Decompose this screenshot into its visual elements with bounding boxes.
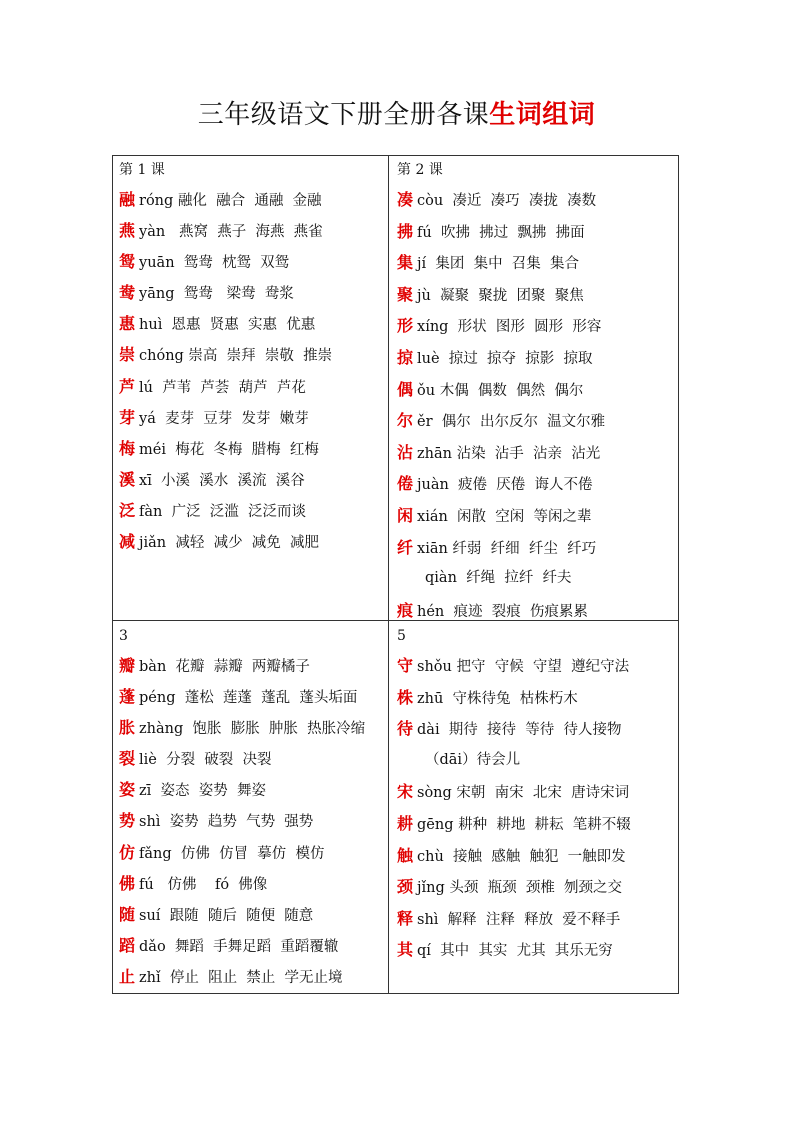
vocab-row (119, 899, 365, 930)
vocab-row (119, 464, 332, 495)
vocab-row (397, 776, 631, 808)
vocab-character: 胀 (119, 718, 136, 738)
vocab-character: 闲 (397, 505, 414, 525)
vocab-character: 宋 (397, 782, 414, 802)
vocab-character: 泛 (119, 500, 136, 520)
vocab-words: qiàn 纤绳 拉纤 纤夫 (425, 570, 572, 587)
vocab-words: xī 小溪 溪水 溪流 溪谷 (139, 472, 305, 489)
vocab-row (397, 595, 605, 627)
vocab-character: 守 (397, 656, 414, 675)
vocab-character: 鸳 (119, 252, 136, 272)
lesson-cell-1 (119, 159, 332, 557)
vocab-character: 释 (397, 908, 414, 928)
vocab-words: chóng 崇高 崇拜 崇敬 推崇 (139, 348, 333, 365)
vocab-character: 沾 (397, 442, 414, 462)
vocab-row (119, 868, 365, 899)
vocab-row (119, 743, 365, 774)
table-divider-vertical (388, 156, 389, 993)
vocab-character: 集 (397, 253, 414, 273)
vocab-row (119, 371, 332, 402)
vocab-words: sòng 宋朝 南宋 北宋 唐诗宋词 (417, 785, 630, 802)
vocab-row (397, 713, 631, 745)
vocab-words: shì 解释 注释 释放 爱不释手 (417, 911, 621, 928)
vocab-words: gēng 耕种 耕地 耕耘 笔耕不辍 (417, 816, 631, 833)
vocab-row (119, 961, 365, 992)
vocab-character: 瓣 (119, 656, 136, 675)
vocab-character: 梅 (119, 438, 136, 458)
lesson-cell-3 (119, 625, 365, 992)
vocab-words: huì 恩惠 贤惠 实惠 优惠 (139, 317, 316, 334)
vocab-words: dài 期待 接待 等待 待人接物 (417, 722, 622, 739)
lesson-cell-5 (397, 625, 631, 966)
vocab-row (119, 805, 365, 836)
vocab-words: zī 姿态 姿势 舞姿 (139, 783, 266, 800)
vocab-words: dǎo 舞蹈 手舞足蹈 重蹈覆辙 (139, 938, 339, 955)
vocab-character: 裂 (119, 749, 136, 769)
vocab-character: 蓬 (119, 687, 136, 707)
vocab-character: 姿 (119, 780, 136, 800)
vocab-words: zhān 沾染 沾手 沾亲 沾光 (417, 445, 601, 462)
vocab-words: xián 闲散 空闲 等闲之辈 (417, 508, 592, 525)
vocab-character: 形 (397, 316, 414, 336)
vocab-character: 减 (119, 532, 136, 552)
vocab-row (397, 500, 605, 532)
vocab-row (397, 374, 605, 406)
vocab-words: yá 麦芽 豆芽 发芽 嫩芽 (139, 410, 309, 427)
vocab-words: róng 融化 融合 通融 金融 (139, 193, 322, 209)
vocab-row (119, 402, 332, 433)
vocab-row (119, 837, 365, 868)
vocab-row (397, 437, 605, 469)
vocab-words: luè 掠过 掠夺 掠影 掠取 (417, 350, 593, 367)
vocab-character: 凑 (397, 190, 414, 209)
vocab-row (119, 308, 332, 339)
vocab-row (397, 310, 605, 342)
vocab-row (397, 184, 605, 216)
vocab-character: 势 (119, 811, 136, 831)
vocab-row (119, 495, 332, 526)
vocab-character: 触 (397, 845, 414, 865)
vocab-words: jiǎn 减轻 减少 减免 减肥 (139, 535, 320, 552)
vocab-words: chù 接触 感触 触犯 一触即发 (417, 848, 626, 865)
vocab-row (119, 215, 332, 246)
title-red: 生词组词 (489, 100, 596, 130)
vocab-words: juàn 疲倦 厌倦 诲人不倦 (417, 477, 593, 494)
vocab-character: 纤 (397, 537, 414, 557)
vocab-character: 尔 (397, 411, 414, 431)
vocab-character: 蹈 (119, 935, 136, 955)
vocab-row (397, 934, 631, 966)
vocab-row (397, 216, 605, 248)
vocab-row (397, 745, 631, 777)
vocab-words: jù 凝聚 聚拢 团聚 聚焦 (417, 287, 584, 304)
lesson-heading: 第 1 课 (119, 162, 165, 178)
lesson-heading: 3 (119, 628, 128, 644)
lesson-heading: 5 (397, 628, 406, 644)
vocab-words: fàn 广泛 泛滥 泛泛而谈 (139, 503, 307, 520)
vocab-character: 倦 (397, 474, 414, 494)
vocab-words: fú 吹拂 拂过 飘拂 拂面 (417, 224, 585, 241)
vocab-row (397, 808, 631, 840)
vocab-character: 耕 (397, 813, 414, 833)
vocab-words: yàn 燕窝 燕子 海燕 燕雀 (139, 224, 323, 241)
vocab-character: 待 (397, 719, 414, 739)
vocab-words: （dāi）待会儿 (425, 751, 521, 768)
vocab-row (397, 903, 631, 935)
vocab-words: zhàng 饱胀 膨胀 肿胀 热胀冷缩 (139, 721, 366, 738)
vocab-row (397, 682, 631, 714)
vocab-character: 随 (119, 904, 136, 924)
vocab-table (112, 155, 679, 994)
vocab-words: yāng 鸳鸯 梁鸯 鸯浆 (139, 286, 294, 303)
vocab-row (397, 650, 631, 682)
page-title (0, 94, 793, 131)
vocab-words: xiān 纤弱 纤细 纤尘 纤巧 (417, 540, 597, 557)
vocab-row (119, 650, 365, 681)
vocab-character: 惠 (119, 314, 136, 334)
vocab-character: 拂 (397, 221, 414, 241)
vocab-row (397, 279, 605, 311)
vocab-row (397, 871, 631, 903)
vocab-words: còu 凑近 凑巧 凑拢 凑数 (417, 193, 597, 209)
vocab-row (119, 277, 332, 308)
vocab-row (119, 339, 332, 370)
vocab-row (119, 712, 365, 743)
vocab-character: 掠 (397, 347, 414, 367)
vocab-character: 聚 (397, 284, 414, 304)
vocab-row (397, 532, 605, 564)
vocab-row (119, 184, 332, 215)
vocab-words: zhǐ 停止 阻止 禁止 学无止境 (139, 969, 343, 986)
vocab-words: zhū 守株待兔 枯株朽木 (417, 690, 578, 707)
vocab-words: fǎng 仿佛 仿冒 摹仿 模仿 (139, 845, 325, 862)
vocab-character: 溪 (119, 469, 136, 489)
vocab-character: 燕 (119, 221, 136, 241)
vocab-words: suí 跟随 随后 随便 随意 (139, 907, 314, 924)
vocab-row (397, 405, 605, 437)
vocab-words: bàn 花瓣 蒜瓣 两瓣橘子 (139, 659, 310, 675)
vocab-words: péng 蓬松 莲蓬 蓬乱 蓬头垢面 (139, 690, 358, 707)
vocab-words: yuān 鸳鸯 枕鸳 双鸳 (139, 255, 290, 272)
vocab-words: shì 姿势 趋势 气势 强势 (139, 814, 314, 831)
vocab-character: 其 (397, 940, 414, 960)
vocab-character: 仿 (119, 842, 136, 862)
vocab-character: 佛 (119, 873, 136, 893)
vocab-words: jǐng 头颈 瓶颈 颈椎 刎颈之交 (417, 880, 623, 897)
vocab-words: méi 梅花 冬梅 腊梅 红梅 (139, 441, 319, 458)
vocab-character: 崇 (119, 345, 136, 365)
vocab-row (397, 840, 631, 872)
vocab-words: ǒu 木偶 偶数 偶然 偶尔 (417, 382, 584, 399)
vocab-words: shǒu 把守 守候 守望 遵纪守法 (417, 659, 630, 675)
title-black: 三年级语文下册全册各课 (197, 100, 490, 130)
vocab-words: ěr 偶尔 出尔反尔 温文尔雅 (417, 414, 606, 431)
vocab-words: xíng 形状 图形 圆形 形容 (417, 319, 602, 336)
vocab-character: 融 (119, 190, 136, 209)
vocab-row (119, 433, 332, 464)
vocab-words: jí 集团 集中 召集 集合 (417, 256, 580, 273)
vocab-character: 偶 (397, 379, 414, 399)
vocab-character: 株 (397, 687, 414, 707)
vocab-character: 颈 (397, 877, 414, 897)
vocab-row (119, 774, 365, 805)
vocab-row (119, 681, 365, 712)
vocab-words: hén 痕迹 裂痕 伤痕累累 (417, 603, 588, 620)
vocab-words: liè 分裂 破裂 决裂 (139, 752, 272, 769)
vocab-row (397, 563, 605, 595)
vocab-character: 痕 (397, 600, 414, 620)
vocab-character: 鸯 (119, 283, 136, 303)
vocab-row (397, 342, 605, 374)
vocab-words: qí 其中 其实 尤其 其乐无穷 (417, 943, 613, 960)
vocab-character: 芦 (119, 376, 136, 396)
lesson-heading: 第 2 课 (397, 162, 443, 178)
lesson-cell-2 (397, 159, 605, 626)
vocab-row (119, 526, 332, 557)
vocab-row (397, 468, 605, 500)
vocab-character: 芽 (119, 407, 136, 427)
vocab-row (119, 930, 365, 961)
vocab-words: lú 芦苇 芦荟 葫芦 芦花 (139, 379, 306, 396)
vocab-character: 止 (119, 966, 136, 986)
vocab-row (119, 246, 332, 277)
vocab-row (397, 247, 605, 279)
vocab-words: fú 仿佛 fó 佛像 (139, 876, 268, 893)
